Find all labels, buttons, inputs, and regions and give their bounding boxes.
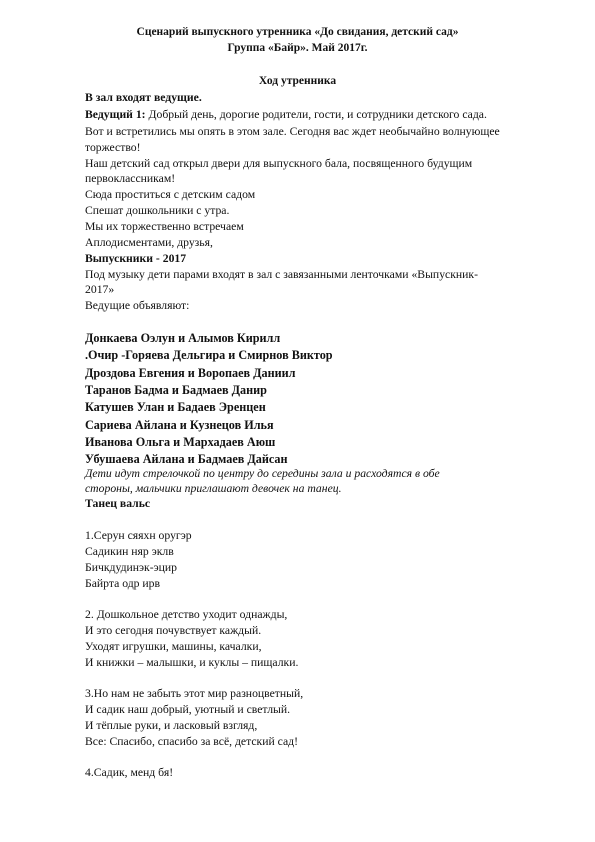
speech-line: первоклассникам! — [85, 172, 176, 185]
graduates-heading: Выпускники - 2017 — [85, 252, 187, 265]
document-title: Сценарий выпускного утренника «До свидания, детский сад» — [136, 26, 459, 38]
verse-line: 1.Серун сяяхн оругэр — [85, 529, 192, 542]
stage-direction-enter: В зал входят ведущие. — [85, 91, 202, 104]
speech-text: Добрый день, дорогие родители, гости, и сотрудники детского сада. — [145, 108, 487, 121]
stage-direction-italic: Дети идут стрелочкой по центру до середины зала и расходятся в обе — [85, 467, 440, 480]
verse-line: 4.Садик, менд бя! — [85, 766, 174, 779]
list-item: Катушев Улан и Бадаев Эренцен — [85, 400, 266, 414]
verse-line: И тёплые руки, и ласковый взгляд, — [85, 719, 258, 732]
list-item: Иванова Ольга и Мархадаев Аюш — [85, 435, 276, 449]
announce-line: Ведущие объявляют: — [85, 299, 190, 312]
speech-line: Наш детский сад открыл двери для выпускного бала, посвященного будущим — [85, 157, 473, 170]
list-item: Убушаева Айлана и Бадмаев Дайсан — [85, 452, 288, 466]
verse-line: Аплодисментами, друзья, — [85, 236, 213, 249]
stage-direction: Под музыку дети парами входят в зал с завязанными ленточками «Выпускник- — [85, 268, 478, 281]
speech-line: Вот и встретились мы опять в этом зале. Сегодня вас ждет необычайно волнующее — [85, 125, 500, 138]
waltz-heading: Танец вальс — [85, 497, 151, 510]
speaker-label: Ведущий 1: — [85, 108, 146, 121]
speech-line: торжество! — [85, 141, 141, 154]
verse-line: 2. Дошкольное детство уходит однажды, — [85, 608, 288, 621]
stage-direction: 2017» — [85, 283, 115, 296]
verse-line: Мы их торжественно встречаем — [85, 220, 244, 233]
verse-line: И книжки – малышки, и куклы – пищалки. — [85, 656, 299, 669]
verse-line: Байрта одр ирв — [85, 577, 161, 590]
list-item: Таранов Бадма и Бадмаев Данир — [85, 383, 267, 397]
verse-line: 3.Но нам не забыть этот мир разноцветный, — [85, 687, 304, 700]
speech-line — [85, 108, 487, 122]
list-item: Сариева Айлана и Кузнецов Илья — [85, 418, 274, 432]
verse-line: И это сегодня почувствует каждый. — [85, 624, 262, 637]
verse-line: И садик наш добрый, уютный и светлый. — [85, 703, 291, 716]
verse-line: Сюда проститься с детским садом — [85, 188, 256, 201]
list-item: Дроздова Евгения и Воропаев Даниил — [85, 366, 296, 380]
verse-line: Бичкдудинэк-эцир — [85, 561, 177, 574]
group-subtitle: Группа «Байр». Май 2017г. — [227, 42, 368, 54]
list-item: Донкаева Оэлун и Алымов Кирилл — [85, 331, 281, 345]
verse-line: Садикин няр эклв — [85, 545, 174, 558]
stage-direction-italic: стороны, мальчики приглашают девочек на танец. — [85, 482, 342, 495]
verse-line: Спешат дошкольники с утра. — [85, 204, 230, 217]
verse-line: Все: Спасибо, спасибо за всё, детский сад! — [85, 735, 299, 748]
verse-line: Уходят игрушки, машины, качалки, — [85, 640, 262, 653]
section-heading: Ход утренника — [258, 75, 337, 87]
list-item: .Очир -Горяева Дельгира и Смирнов Виктор — [85, 348, 333, 362]
